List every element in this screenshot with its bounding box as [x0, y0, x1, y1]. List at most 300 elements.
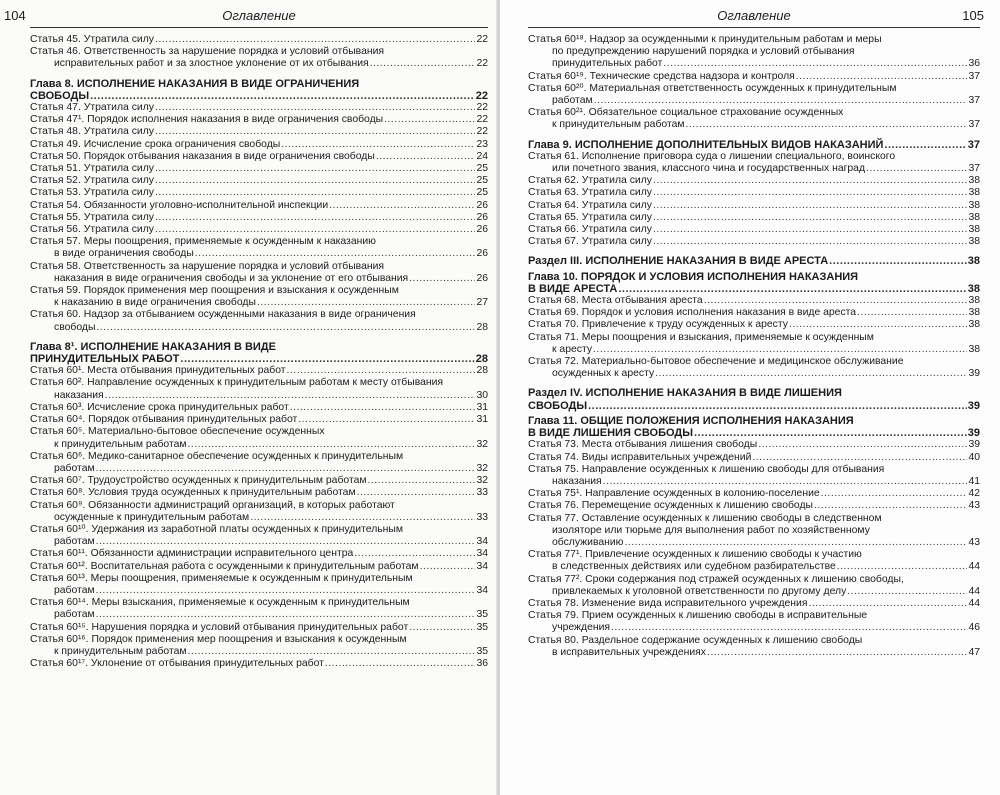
- entry-text: Статья 77². Сроки содержания под стражей осужденных к лишению свободы,: [528, 573, 904, 585]
- toc-entry: [528, 319, 980, 331]
- entry-text: Статья 60¹⁴. Меры взыскания, применяемые к осужденным к принудительным: [30, 597, 410, 609]
- entry-text: к наказанию в виде ограничения свободы: [54, 297, 256, 309]
- entry-last-line: [30, 58, 488, 70]
- entry-text: Статья 60¹⁹. Технические средства надзора и контроля: [528, 70, 795, 82]
- entry-last-line: [528, 119, 980, 131]
- entry-last-line: [30, 548, 488, 560]
- toc-entry: [528, 452, 980, 464]
- dot-leader: [287, 365, 476, 377]
- entry-page-number: 38: [968, 199, 980, 211]
- entry-text: Статья 79. Прием осужденных к лишению свободы в исправительные: [528, 610, 868, 622]
- entry-text: Статья 56. Утратила силу: [30, 224, 154, 236]
- entry-text: Статья 52. Утратила силу: [30, 175, 154, 187]
- entry-text: Раздел III. ИСПОЛНЕНИЕ НАКАЗАНИЯ В ВИДЕ АРЕСТА: [528, 255, 829, 268]
- toc-entry: [528, 574, 980, 598]
- entry-text: Статья 74. Виды исправительных учреждений: [528, 451, 752, 463]
- dot-leader: [357, 487, 476, 499]
- dot-leader: [618, 283, 966, 295]
- dot-leader: [758, 439, 967, 451]
- entry-text: Статья 64. Утратила силу: [528, 199, 652, 211]
- entry-page-number: 25: [476, 175, 488, 187]
- entry-page-number: 38: [968, 187, 980, 199]
- dot-leader: [105, 390, 476, 402]
- running-title: Оглавление: [222, 8, 296, 23]
- entry-last-line: [528, 439, 980, 451]
- entry-last-line: [528, 598, 980, 610]
- entry-page-number: 31: [476, 401, 488, 413]
- entry-last-line: [528, 187, 980, 199]
- toc-entry: [30, 414, 488, 426]
- entry-last-line: [528, 283, 980, 295]
- entry-page-number: 37: [968, 163, 980, 175]
- dot-leader: [821, 488, 968, 500]
- dot-leader: [257, 297, 476, 309]
- entry-page-number: 28: [476, 321, 488, 333]
- entry-page-number: 39: [967, 427, 980, 440]
- entry-page-number: 36: [476, 658, 488, 670]
- dot-leader: [155, 224, 475, 236]
- entry-last-line: [30, 585, 488, 597]
- entry-text: Статья 60¹⁶. Порядок применения мер поощрения и взыскания к осужденным: [30, 633, 407, 645]
- entry-text: Статья 63. Утратила силу: [528, 187, 652, 199]
- toc-entry: [30, 658, 488, 670]
- entry-text: Статья 60¹³. Меры поощрения, применяемые к осужденным к принудительным: [30, 572, 413, 584]
- toc-entry: [30, 285, 488, 309]
- entry-last-line: [30, 622, 488, 634]
- entry-last-line: [528, 307, 980, 319]
- entry-text: Статья 78. Изменение вида исправительного учреждения: [528, 597, 808, 609]
- toc-heading: [528, 415, 980, 439]
- toc-entry: [528, 71, 980, 83]
- entry-text: в следственных действиях или судебном разбирательстве: [552, 561, 836, 573]
- dot-leader: [155, 187, 475, 199]
- dot-leader: [653, 200, 967, 212]
- entry-text: Статья 54. Обязанности уголовно-исполнительной инспекции: [30, 199, 329, 211]
- toc-heading: [528, 139, 980, 151]
- toc-entry: [30, 34, 488, 46]
- dot-leader: [884, 139, 966, 151]
- entry-last-line: [528, 95, 980, 107]
- entry-last-line: [30, 200, 488, 212]
- dot-leader: [796, 71, 968, 83]
- entry-page-number: 38: [968, 236, 980, 248]
- entry-text: Статья 68. Места отбывания ареста: [528, 295, 703, 307]
- toc-entry: [528, 175, 980, 187]
- toc-entry: [528, 224, 980, 236]
- toc-entry: [528, 598, 980, 610]
- entry-text: Глава 10. ПОРЯДОК И УСЛОВИЯ ИСПОЛНЕНИЯ НАКАЗАНИЯ: [528, 270, 859, 283]
- toc-entry: [528, 236, 980, 248]
- toc-entry: [528, 83, 980, 107]
- entry-text: Статья 50. Порядок отбывания наказания в виде ограничения свободы: [30, 150, 375, 162]
- entry-text: Статья 71. Меры поощрения и взыскания, применяемые к осужденным: [528, 331, 874, 343]
- entry-text: наказания: [552, 475, 602, 487]
- entry-page-number: 38: [968, 224, 980, 236]
- entry-text: Статья 60⁵. Материально-бытовое обеспечение осужденных: [30, 426, 325, 438]
- entry-page-number: 37: [968, 119, 980, 131]
- dot-leader: [155, 126, 475, 138]
- toc-entry: [30, 573, 488, 597]
- entry-text: Статья 47¹. Порядок исполнения наказания в виде ограничения свободы: [30, 114, 384, 126]
- entry-text: Статья 60¹². Воспитательная работа с осужденными к принудительным работам: [30, 560, 419, 572]
- dot-leader: [707, 647, 967, 659]
- toc-entry: [30, 46, 488, 70]
- toc-entry: [528, 200, 980, 212]
- entry-text: Статья 55. Утратила силу: [30, 211, 154, 223]
- entry-text: или почетного звания, классного чина и государственных наград: [552, 163, 866, 175]
- dot-leader: [155, 163, 475, 175]
- entry-last-line: [30, 561, 488, 573]
- dot-leader: [593, 344, 967, 356]
- entry-last-line: [30, 212, 488, 224]
- entry-text: Статья 47. Утратила силу: [30, 102, 154, 114]
- entry-page-number: 46: [968, 622, 980, 634]
- dot-leader: [329, 200, 475, 212]
- entry-page-number: 37: [968, 70, 980, 82]
- entry-last-line: [30, 402, 488, 414]
- entry-page-number: 28: [476, 365, 488, 377]
- entry-last-line: [528, 452, 980, 464]
- toc-entry: [30, 524, 488, 548]
- entry-last-line: [528, 212, 980, 224]
- entry-text: Статья 60⁴. Порядок отбывания принудительных работ: [30, 414, 298, 426]
- dot-leader: [370, 58, 476, 70]
- entry-text: Статья 46. Ответственность за нарушение порядка и условий отбывания: [30, 46, 385, 58]
- dot-leader: [611, 622, 967, 634]
- entry-page-number: 32: [476, 438, 488, 450]
- toc-entry: [528, 635, 980, 659]
- entry-page-number: 28: [475, 353, 488, 366]
- entry-text: Статья 60²¹. Обязательное социальное страхование осужденных: [528, 107, 844, 119]
- toc-entry: [30, 402, 488, 414]
- entry-page-number: 32: [476, 462, 488, 474]
- entry-text: к аресту: [552, 343, 593, 355]
- entry-text: работам: [54, 462, 95, 474]
- entry-last-line: [528, 537, 980, 549]
- toc-entry: [528, 187, 980, 199]
- entry-text: Статья 49. Исчисление срока ограничения свободы: [30, 138, 281, 150]
- entry-text: Статья 60. Надзор за отбыванием осужденными наказания в виде ограничения: [30, 309, 416, 321]
- dot-leader: [188, 439, 476, 451]
- entry-page-number: 40: [968, 451, 980, 463]
- entry-text: к принудительным работам: [54, 438, 187, 450]
- entry-page-number: 26: [476, 224, 488, 236]
- toc-entry: [30, 309, 488, 333]
- entry-last-line: [528, 427, 980, 439]
- dot-leader: [155, 175, 475, 187]
- entry-text: к принудительным работам: [54, 645, 187, 657]
- dot-leader: [384, 114, 475, 126]
- entry-text: Глава 11. ОБЩИЕ ПОЛОЖЕНИЯ ИСПОЛНЕНИЯ НАКАЗАНИЯ: [528, 414, 854, 427]
- entry-page-number: 25: [476, 163, 488, 175]
- entry-last-line: [528, 236, 980, 248]
- entry-text: В ВИДЕ АРЕСТА: [528, 282, 618, 295]
- dot-leader: [290, 402, 476, 414]
- entry-text: Глава 9. ИСПОЛНЕНИЕ ДОПОЛНИТЕЛЬНЫХ ВИДОВ НАКАЗАНИЙ: [528, 138, 884, 151]
- entry-last-line: [528, 200, 980, 212]
- dot-leader: [155, 212, 475, 224]
- dot-leader: [298, 414, 475, 426]
- entry-text: Статья 57. Меры поощрения, применяемые к осужденным к наказанию: [30, 236, 376, 248]
- entry-text: Глава 8. ИСПОЛНЕНИЕ НАКАЗАНИЯ В ВИДЕ ОГРАНИЧЕНИЯ: [30, 77, 360, 90]
- entry-page-number: 24: [476, 150, 488, 162]
- entry-page-number: 26: [476, 211, 488, 223]
- entry-page-number: 26: [476, 248, 488, 260]
- entry-text: Статья 60¹¹. Обязанности администрации исправительного центра: [30, 548, 354, 560]
- entry-text: Статья 53. Утратила силу: [30, 187, 154, 199]
- entry-text: Статья 76. Перемещение осужденных к лишению свободы: [528, 500, 814, 512]
- dot-leader: [376, 151, 476, 163]
- entry-page-number: 37: [967, 138, 980, 151]
- entry-page-number: 22: [476, 114, 488, 126]
- toc-entry: [30, 622, 488, 634]
- toc-heading: [528, 387, 980, 411]
- dot-leader: [281, 139, 475, 151]
- dot-leader: [588, 400, 967, 412]
- toc-heading: [30, 341, 488, 365]
- dot-leader: [653, 236, 967, 248]
- entry-page-number: 47: [968, 646, 980, 658]
- entry-text: Статья 60¹⁷. Уклонение от отбывания принудительных работ: [30, 658, 324, 670]
- entry-last-line: [30, 512, 488, 524]
- entry-text: Статья 66. Утратила силу: [528, 224, 652, 236]
- dot-leader: [694, 427, 967, 439]
- entry-page-number: 39: [968, 368, 980, 380]
- entry-last-line: [30, 475, 488, 487]
- entry-text: Статья 60⁶. Медико-санитарное обеспечение осужденных к принудительным: [30, 450, 404, 462]
- dot-leader: [96, 536, 476, 548]
- entry-text: Статья 67. Утратила силу: [528, 236, 652, 248]
- entry-page-number: 44: [968, 561, 980, 573]
- toc-entry: [30, 175, 488, 187]
- entry-text: Статья 60⁷. Трудоустройство осужденных к принудительным работам: [30, 475, 367, 487]
- entry-page-number: 43: [968, 536, 980, 548]
- page-number: 104: [4, 8, 26, 23]
- entry-text: осужденных к аресту: [552, 368, 655, 380]
- entry-last-line: [528, 139, 980, 151]
- entry-text: Статья 60¹⁵. Нарушения порядка и условий отбывания принудительных работ: [30, 621, 409, 633]
- entry-last-line: [30, 224, 488, 236]
- entry-page-number: 26: [476, 199, 488, 211]
- entry-page-number: 36: [968, 58, 980, 70]
- toc-entry: [30, 475, 488, 487]
- header-rule: [528, 27, 980, 28]
- entry-text: Статья 60²⁰. Материальная ответственность осужденных к принудительным: [528, 82, 897, 94]
- dot-leader: [420, 561, 476, 573]
- entry-page-number: 39: [967, 399, 980, 412]
- entry-text: Статья 60⁸. Условия труда осужденных к принудительным работам: [30, 487, 356, 499]
- entry-page-number: 35: [476, 609, 488, 621]
- entry-page-number: 38: [968, 343, 980, 355]
- entry-page-number: 34: [476, 548, 488, 560]
- entry-page-number: 30: [476, 389, 488, 401]
- entry-text: Статья 75¹. Направление осужденных в колонию-поселение: [528, 488, 820, 500]
- entry-page-number: 38: [967, 255, 980, 268]
- entry-text: работам: [54, 536, 95, 548]
- entry-text: Статья 60². Направление осужденных к принудительным работам к месту отбывания: [30, 377, 444, 389]
- entry-page-number: 31: [476, 414, 488, 426]
- toc-entry: [528, 549, 980, 573]
- dot-leader: [653, 212, 967, 224]
- entry-text: свободы: [54, 321, 96, 333]
- toc-entry: [528, 212, 980, 224]
- toc-heading: [528, 255, 980, 267]
- entry-text: Статья 59. Порядок применения мер поощрения и взыскания к осужденным: [30, 285, 399, 297]
- toc-entry: [30, 187, 488, 199]
- entry-last-line: [528, 295, 980, 307]
- entry-text: изоляторе или тюрьме для выполнения работ по хозяйственному: [552, 524, 870, 536]
- toc-entry: [30, 548, 488, 560]
- entry-page-number: 22: [475, 89, 488, 102]
- toc-list-left: [30, 34, 488, 670]
- entry-page-number: 38: [968, 211, 980, 223]
- toc-entry: [528, 332, 980, 356]
- entry-last-line: [30, 151, 488, 163]
- dot-leader: [653, 187, 967, 199]
- entry-last-line: [30, 365, 488, 377]
- entry-text: Статья 62. Утратила силу: [528, 175, 652, 187]
- dot-leader: [857, 307, 967, 319]
- left-page: [0, 0, 498, 795]
- entry-last-line: [30, 126, 488, 138]
- dot-leader: [250, 512, 475, 524]
- entry-text: Статья 51. Утратила силу: [30, 163, 154, 175]
- entry-text: Статья 60¹⁸. Надзор за осужденными к принудительным работам и меры: [528, 34, 882, 45]
- entry-last-line: [528, 500, 980, 512]
- entry-text: Статья 65. Утратила силу: [528, 211, 652, 223]
- entry-text: Статья 73. Места отбывания лишения свободы: [528, 439, 758, 451]
- toc-entry: [30, 212, 488, 224]
- dot-leader: [624, 537, 967, 549]
- entry-last-line: [528, 622, 980, 634]
- toc-entry: [528, 500, 980, 512]
- toc-entry: [528, 356, 980, 380]
- entry-text: СВОБОДЫ: [528, 399, 588, 412]
- entry-text: Статья 48. Утратила силу: [30, 126, 154, 138]
- dot-leader: [96, 585, 476, 597]
- entry-last-line: [528, 344, 980, 356]
- toc-entry: [30, 200, 488, 212]
- entry-last-line: [528, 224, 980, 236]
- entry-text: Статья 45. Утратила силу: [30, 34, 154, 45]
- entry-text: привлекаемых к уголовной ответственности по другому делу: [552, 585, 847, 597]
- entry-text: Статья 60¹. Места отбывания принудительных работ: [30, 365, 286, 377]
- entry-text: по предупреждению нарушений порядка и условий отбывания: [552, 46, 855, 58]
- entry-last-line: [30, 163, 488, 175]
- toc-entry: [30, 236, 488, 260]
- dot-leader: [195, 248, 476, 260]
- entry-text: исправительных работ и за злостное уклонение от их отбывания: [54, 58, 369, 70]
- dot-leader: [808, 598, 967, 610]
- entry-last-line: [30, 439, 488, 451]
- running-title: Оглавление: [717, 8, 791, 23]
- dot-leader: [96, 322, 475, 334]
- entry-last-line: [528, 58, 980, 70]
- dot-leader: [847, 586, 967, 598]
- entry-text: ПРИНУДИТЕЛЬНЫХ РАБОТ: [30, 353, 180, 366]
- toc-entry: [30, 139, 488, 151]
- entry-text: в исправительных учреждениях: [552, 646, 706, 658]
- entry-page-number: 41: [968, 475, 980, 487]
- entry-last-line: [30, 297, 488, 309]
- dot-leader: [789, 319, 968, 331]
- toc-entry: [528, 488, 980, 500]
- toc-entry: [30, 561, 488, 573]
- entry-last-line: [528, 368, 980, 380]
- entry-last-line: [528, 71, 980, 83]
- entry-last-line: [528, 476, 980, 488]
- entry-last-line: [30, 646, 488, 658]
- dot-leader: [829, 255, 967, 267]
- toc-heading: [30, 78, 488, 102]
- dot-leader: [686, 119, 968, 131]
- entry-last-line: [528, 175, 980, 187]
- entry-text: Статья 70. Привлечение к труду осужденных к аресту: [528, 319, 788, 331]
- entry-last-line: [528, 647, 980, 659]
- entry-page-number: 38: [967, 282, 980, 295]
- entry-text: Статья 77¹. Привлечение осужденных к лишению свободы к участию: [528, 549, 862, 561]
- entry-last-line: [528, 400, 980, 412]
- dot-leader: [96, 609, 476, 621]
- entry-text: наказания в виде ограничения свободы и за уклонение от его отбывания: [54, 272, 409, 284]
- dot-leader: [837, 561, 968, 573]
- entry-text: Статья 69. Порядок и условия исполнения наказания в виде ареста: [528, 307, 857, 319]
- entry-last-line: [528, 319, 980, 331]
- dot-leader: [655, 368, 967, 380]
- entry-text: Статья 80. Раздельное содержание осужденных к лишению свободы: [528, 634, 863, 646]
- entry-page-number: 38: [968, 175, 980, 187]
- toc-entry: [528, 151, 980, 175]
- toc-entry: [30, 451, 488, 475]
- entry-last-line: [30, 90, 488, 102]
- toc-entry: [528, 295, 980, 307]
- toc-entry: [528, 307, 980, 319]
- toc-entry: [30, 426, 488, 450]
- entry-page-number: 22: [476, 58, 488, 70]
- toc-entry: [30, 151, 488, 163]
- entry-text: Раздел IV. ИСПОЛНЕНИЕ НАКАЗАНИЯ В ВИДЕ ЛИШЕНИЯ: [528, 387, 842, 400]
- entry-page-number: 32: [476, 475, 488, 487]
- toc-entry: [30, 500, 488, 524]
- entry-last-line: [30, 390, 488, 402]
- entry-text: Статья 77. Оставление осужденных к лишению свободы в следственном: [528, 512, 882, 524]
- toc-entry: [30, 365, 488, 377]
- dot-leader: [180, 353, 474, 365]
- entry-text: в виде ограничения свободы: [54, 248, 194, 260]
- entry-page-number: 33: [476, 487, 488, 499]
- dot-leader: [653, 175, 967, 187]
- entry-page-number: 23: [476, 138, 488, 150]
- dot-leader: [409, 273, 475, 285]
- toc-entry: [30, 163, 488, 175]
- entry-text: Статья 60⁹. Обязанности администраций организаций, в которых работают: [30, 499, 395, 511]
- toc-entry: [528, 464, 980, 488]
- entry-page-number: 39: [968, 439, 980, 451]
- entry-page-number: 38: [968, 295, 980, 307]
- entry-text: работам: [552, 95, 593, 107]
- entry-last-line: [30, 175, 488, 187]
- toc-entry: [30, 377, 488, 401]
- entry-last-line: [528, 488, 980, 500]
- dot-leader: [354, 548, 475, 560]
- entry-last-line: [30, 139, 488, 151]
- entry-page-number: 22: [476, 102, 488, 114]
- entry-text: к принудительным работам: [552, 119, 685, 131]
- page-number: 105: [962, 8, 984, 23]
- entry-page-number: 44: [968, 597, 980, 609]
- entry-page-number: 37: [968, 95, 980, 107]
- entry-page-number: 22: [476, 34, 488, 45]
